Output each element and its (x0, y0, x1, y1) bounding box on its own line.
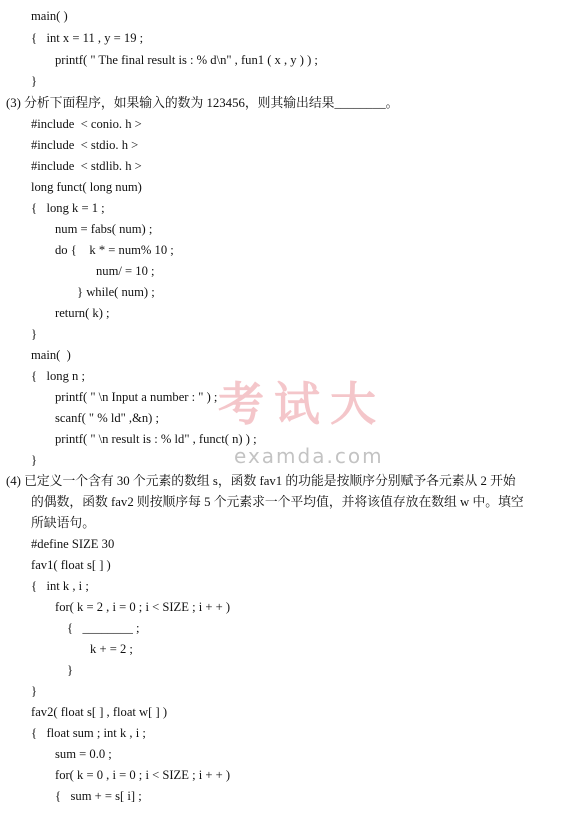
code-line: { int x = 11 , y = 19 ; (31, 31, 144, 45)
code-line: #include < conio. h > (31, 117, 142, 131)
code-line: num/ = 10 ; (96, 264, 155, 278)
code-line: long funct( long num) (31, 180, 142, 194)
code-line: printf( " \n Input a number : " ) ; (55, 390, 218, 404)
code-line: #include < stdlib. h > (31, 159, 142, 173)
code-line: { float sum ; int k , i ; (31, 726, 146, 740)
code-line: } while( num) ; (77, 285, 155, 299)
code-line: scanf( " % ld" ,&n) ; (55, 411, 160, 425)
code-line: { long n ; (31, 369, 85, 383)
code-line: #include < stdio. h > (31, 138, 139, 152)
code-line: num = fabs( num) ; (55, 222, 153, 236)
code-line: printf( " \n result is : % ld" , funct( n) ) ; (55, 432, 257, 446)
code-line: fav1( float s[ ] ) (31, 558, 111, 572)
code-line: } (31, 74, 38, 88)
code-line: fav2( float s[ ] , float w[ ] ) (31, 705, 168, 719)
code-line: return( k) ; (55, 306, 110, 320)
question-3-text: (3) 分析下面程序，如果输入的数为 123456，则其输出结果________。 (6, 96, 399, 110)
code-line: { sum + = s[ i] ; (55, 789, 142, 803)
code-line: #define SIZE 30 (31, 537, 115, 551)
watermark-text-en: examda.com (234, 444, 384, 468)
watermark-text-cn: 考试大 (218, 377, 386, 431)
code-line: main( ) (31, 9, 68, 23)
question-4-text-line-3: 所缺语句。 (31, 516, 95, 530)
code-line: } (31, 453, 38, 467)
code-line: { long k = 1 ; (31, 201, 105, 215)
code-line: } (31, 684, 38, 698)
code-line: for( k = 0 , i = 0 ; i < SIZE ; i + + ) (55, 768, 231, 782)
code-line: { ________ ; (67, 621, 140, 635)
question-4-text-line-1: (4) 已定义一个含有 30 个元素的数组 s，函数 fav1 的功能是按顺序分别赋予各元素从 2 开始 (6, 474, 516, 488)
code-line: { int k , i ; (31, 579, 89, 593)
code-line: printf( " The final result is : % d\n" , fun1 ( x , y ) ) ; (55, 53, 318, 67)
code-line: k + = 2 ; (90, 642, 133, 656)
code-line: do { k * = num% 10 ; (55, 243, 174, 257)
code-line: sum = 0.0 ; (55, 747, 112, 761)
question-4-text-line-2: 的偶数，函数 fav2 则按顺序每 5 个元素求一个平均值，并将该值存放在数组 w 中。填空 (31, 495, 524, 509)
code-line: for( k = 2 , i = 0 ; i < SIZE ; i + + ) (55, 600, 231, 614)
code-line: main( ) (31, 348, 71, 362)
code-line: } (31, 327, 38, 341)
code-line: } (67, 663, 74, 677)
